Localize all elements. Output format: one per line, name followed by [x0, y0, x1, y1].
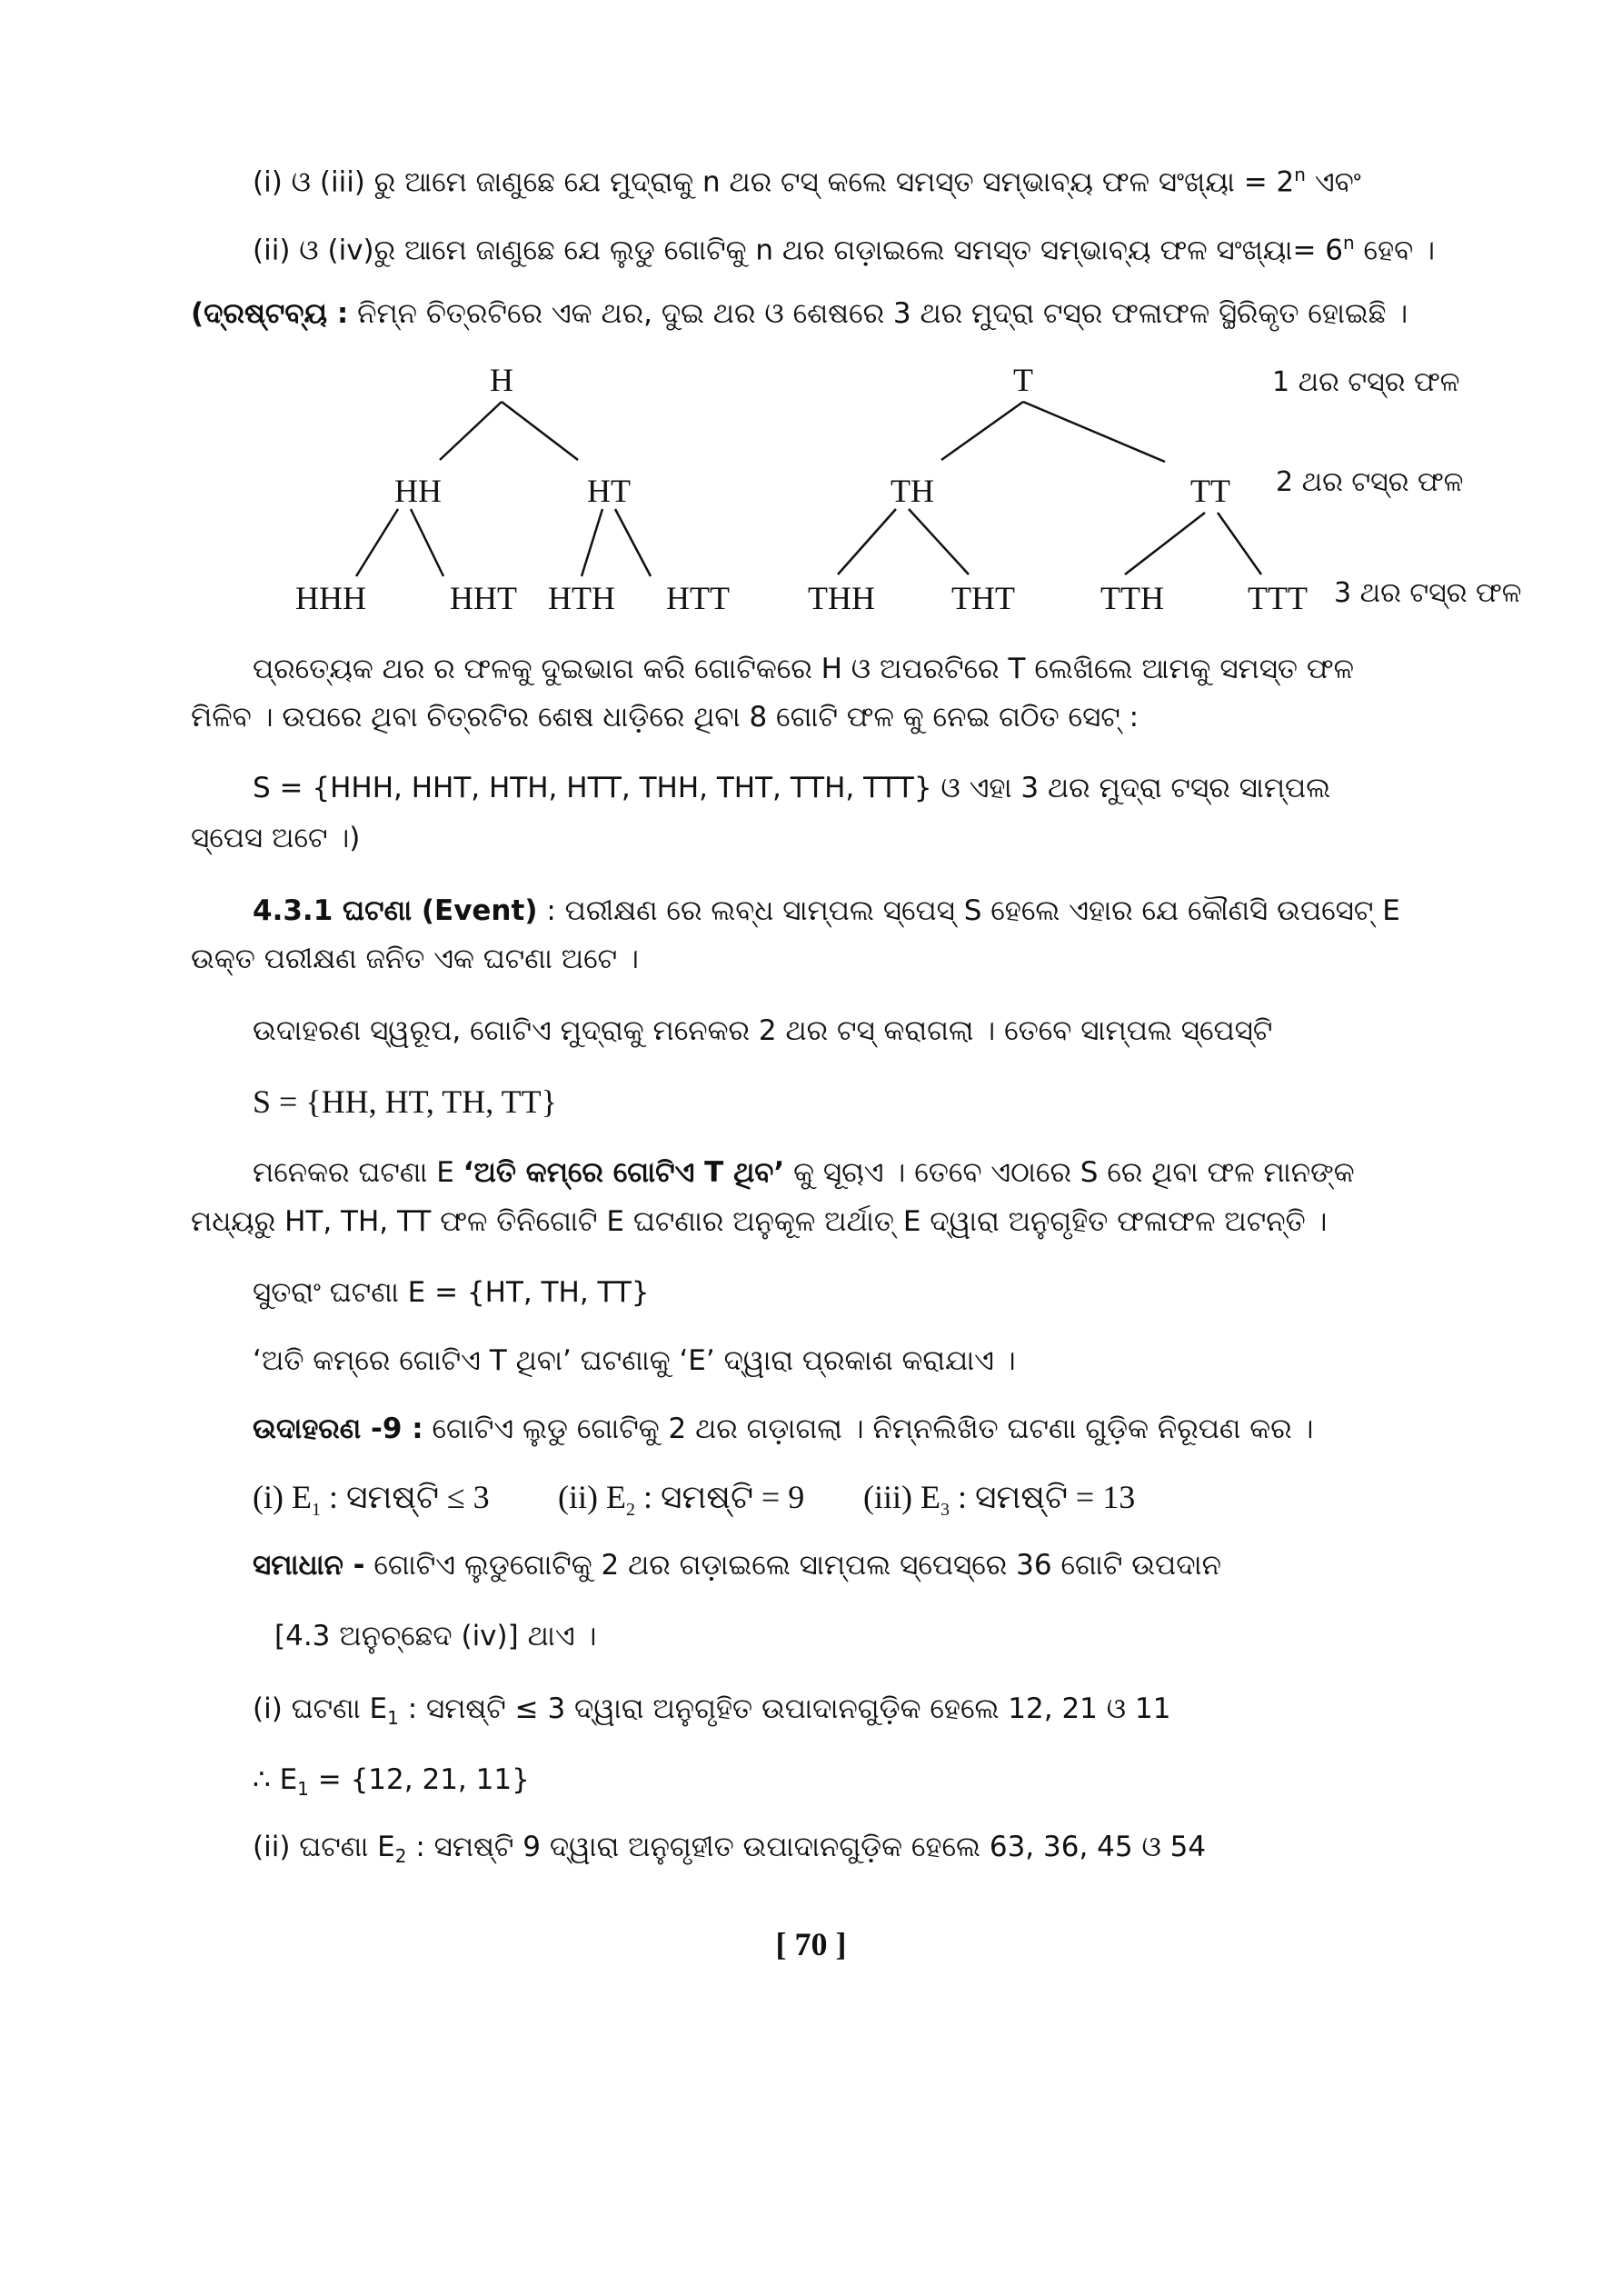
condition-2: (ii) $E_2$ : ସମଷ୍ଟି = 9	[558, 1479, 805, 1521]
solution-line: ସମାଧାନ - ଗୋଟିଏ ଲୁଡୁଗୋଟିକୁ 2 ଥର ଗଡ଼ାଇଲେ ସାମ୍ପଲ ସ୍ପେସ୍‌ରେ 36 ଗୋଟି ଉପଦାନ	[253, 1549, 1221, 1582]
coin-toss-tree-diagram	[0, 345, 1622, 627]
event-expression-line: ‘ଅତି କମ୍‌ରେ ଗୋଟିଏ T ଥିବା’ ଘଟଣାକୁ ‘E’ ଦ୍ୱାରା ପ୍ରକାଶ କରାଯାଏ ।	[253, 1344, 1016, 1377]
event-line-1: ମନେକର ଘଟଣା E ‘ଅତି କମ୍‌ରେ ଗୋଟିଏ T ଥିବ’ କୁ ସୂଚାଏ । ତେବେ ଏଠାରେ S ରେ ଥିବା ଫଳ ମାନଙ୍କ	[253, 1156, 1355, 1189]
edge-HT-HTT	[615, 509, 651, 576]
edge-H-HH	[440, 402, 502, 460]
event-line-2: ମଧ୍ୟରୁ HT, TH, TT ଫଳ ତିନିଗୋଟି E ଘଟଣାର ଅନୁକୂଳ ଅର୍ଥାତ୍ E ଦ୍ୱାରା ଅନୁଗୃହିତ ଫଳାଫଳ ଅଟନ୍ତି ।	[191, 1205, 1328, 1238]
node-HHH: HHH	[295, 580, 366, 616]
tree-edges	[356, 402, 1261, 576]
part-ii-line-1: (ii) ଘଟଣା $E_2$ : ସମଷ୍ଟି 9 ଦ୍ୱାରା ଅନୁଗୃହୀତ ଉପାଦାନଗୁଡ଼ିକ ହେଲେ 63, 36, 45 ଓ 54	[253, 1831, 1207, 1868]
example-9-label: ଉଦାହରଣ -9 :	[253, 1413, 423, 1445]
event-set-line: ସୁତରାଂ ଘଟଣା E = {HT, TH, TT}	[253, 1276, 650, 1309]
note-label: (ଦ୍ରଷ୍ଟବ୍ୟ :	[191, 297, 349, 330]
para-2-line-2: ସ୍ପେସ ଅଟେ ।)	[191, 822, 361, 854]
node-HTT: HTT	[666, 580, 730, 616]
node-H: H	[490, 362, 513, 398]
edge-H-HT	[502, 402, 578, 460]
section-4-3-1-line-1: 4.3.1 ଘଟଣା (Event) : ପରୀକ୍ଷଣ ରେ ଲବ୍ଧ ସାମ୍ପଲ ସ୍ପେସ୍ S ହେଲେ ଏହାର ଯେ କୌଣସି ଉପସେଟ୍ E	[253, 894, 1400, 927]
tree-side-labels	[1272, 366, 1521, 609]
node-TTT: TTT	[1248, 580, 1308, 616]
node-T: T	[1013, 362, 1033, 398]
part-i-line-2: ∴ $E_1 = \{12$, 21, 11}	[253, 1763, 530, 1801]
part-i-line-1: (i) ଘଟଣା $E_1$ : ସମଷ୍ଟି ≤ 3 ଦ୍ୱାରା ଅନୁଗୃହିତ ଉପାଦାନଗୁଡ଼ିକ ହେଲେ 12, 21 ଓ 11	[253, 1692, 1171, 1730]
edge-HH-HHT	[411, 509, 443, 576]
node-HT: HT	[587, 473, 631, 509]
node-HTH: HTH	[548, 580, 615, 616]
condition-3: (iii) $E_3$ : ସମଷ୍ଟି = 13	[863, 1479, 1136, 1521]
intro-line-1: (i) ଓ (iii) ରୁ ଆମେ ଜାଣୁଛେ ଯେ ମୁଦ୍ରାକୁ n ଥର ଟସ୍ କଲେ ସମସ୍ତ ସମ୍ଭାବ୍ୟ ଫଳ ସଂଖ୍ୟା = $2^n$ ଏବଂ	[253, 164, 1361, 199]
section-heading: 4.3.1 ଘଟଣା (Event)	[253, 894, 538, 927]
edge-HT-HTH	[582, 509, 602, 576]
condition-1: (i) $E_1$ : ସମଷ୍ଟି ≤ 3	[253, 1479, 490, 1521]
para-1-line-2: ମିଳିବ । ଉପରେ ଥିବା ଚିତ୍ରଟିର ଶେଷ ଧାଡ଼ିରେ ଥିବା 8 ଗୋଟି ଫଳ କୁ ନେଇ ଗଠିତ ସେଟ୍ :	[191, 701, 1139, 734]
para-1-line-1: ପ୍ରତ୍ୟେକ ଥର ର ଫଳକୁ ଦୁଇଭାଗ କରି ଗୋଟିକରେ H ଓ ଅପରଟିରେ T ଲେଖିଲେ ଆମକୁ ସମସ୍ତ ଫଳ	[253, 653, 1355, 685]
side-label-3: 3 ଥର ଟସ୍‌ର ଫଳ	[1334, 577, 1522, 609]
node-HH: HH	[394, 473, 442, 509]
para-2-line-1: S = {HHH, HHT, HTH, HTT, THH, THT, TTH, TTT} ଓ ଏହା 3 ଥର ମୁଦ୍ରା ଟସ୍‌ର ସାମ୍ପଲ	[253, 772, 1331, 804]
node-TT: TT	[1190, 473, 1230, 509]
side-label-2: 2 ଥର ଟସ୍‌ର ଫଳ	[1276, 466, 1464, 498]
edge-HH-HHH	[356, 509, 398, 576]
edge-TT-TTT	[1218, 513, 1261, 574]
solution-reference: [4.3 ଅନୁଚ୍ଛେଦ (iv)] ଥାଏ ।	[274, 1620, 597, 1652]
tree-nodes	[295, 362, 1308, 616]
node-THT: THT	[951, 580, 1015, 616]
node-THH: THH	[808, 580, 875, 616]
node-TTH: TTH	[1100, 580, 1164, 616]
example-9-line: ଉଦାହରଣ -9 : ଗୋଟିଏ ଲୁଡୁ ଗୋଟିକୁ 2 ଥର ଗଡ଼ାଗଲା । ନିମ୍ନଲିଖିତ ଘଟଣା ଗୁଡ଼ିକ ନିରୂପଣ କର ।	[253, 1413, 1314, 1445]
edge-TT-TTH	[1125, 513, 1205, 574]
side-label-1: 1 ଥର ଟସ୍‌ର ଫଳ	[1272, 366, 1460, 398]
note-line: (ଦ୍ରଷ୍ଟବ୍ୟ : ନିମ୍ନ ଚିତ୍ରଟିରେ ଏକ ଥର, ଦୁଇ ଥର ଓ ଶେଷରେ 3 ଥର ମୁଦ୍ରା ଟସ୍‌ର ଫଳାଫଳ ସ୍ଥିରିକୃତ ହୋଇଛି ।	[191, 297, 1408, 330]
edge-TH-THT	[909, 509, 969, 574]
example-line-1: ଉଦାହରଣ ସ୍ୱରୂପ, ଗୋଟିଏ ମୁଦ୍ରାକୁ ମନେକର 2 ଥର ଟସ୍ କରାଗଲା । ତେବେ ସାମ୍ପଲ ସ୍ପେସ୍‌ଟି	[253, 1014, 1273, 1047]
page-number: [ 70 ]	[775, 1926, 847, 1962]
node-HHT: HHT	[450, 580, 517, 616]
solution-label: ସମାଧାନ -	[253, 1549, 365, 1582]
intro-line-2: (ii) ଓ (iv)ରୁ ଆମେ ଜାଣୁଛେ ଯେ ଲୁଡୁ ଗୋଟିକୁ n ଥର ଗଡ଼ାଇଲେ ସମସ୍ତ ସମ୍ଭାବ୍ୟ ଫଳ ସଂଖ୍ୟା= $6^n$ ହେବ ।	[253, 232, 1436, 267]
example-sample-space: S = {HH, HT, TH, TT}	[253, 1083, 557, 1120]
edge-T-TT	[1023, 402, 1165, 462]
node-TH: TH	[891, 473, 934, 509]
edge-TH-THH	[838, 509, 896, 574]
edge-T-TH	[941, 402, 1023, 460]
section-4-3-1-line-2: ଉକ୍ତ ପରୀକ୍ଷଣ ଜନିତ ଏକ ଘଟଣା ଅଟେ ।	[191, 943, 639, 975]
